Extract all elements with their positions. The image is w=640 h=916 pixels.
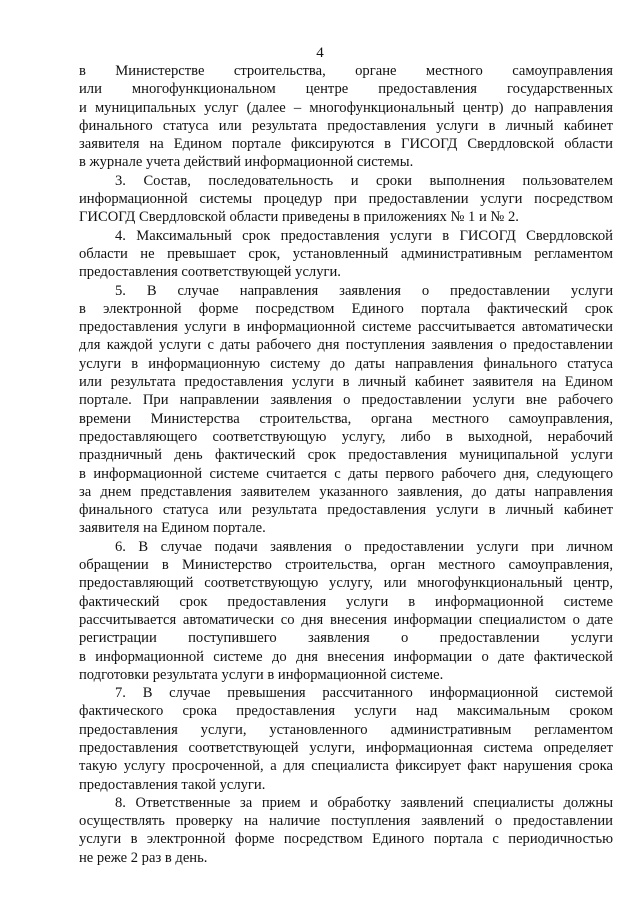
text-line: или результата предоставления услуги в личный кабинет заявителя на Едином [79, 374, 613, 391]
text-line: портале. При направлении заявления о предоставлении услуги вне рабочего [79, 392, 613, 409]
text-line: рассчитывается автоматически со дня внесения информации специалистом о дате [79, 611, 613, 628]
text-line: предоставления соответствующей услуги, информационная система определяет [79, 739, 613, 756]
page-number: 4 [316, 45, 324, 61]
text-line: услуги в электронной форме посредством Единого портала с периодичностью [79, 831, 613, 848]
text-line: финального статуса или результата предоставления услуги в личный кабинет [79, 117, 613, 134]
document-body [79, 62, 613, 867]
paragraph-5-first-line: 5. В случае направления заявления о предоставлении услуги [115, 282, 613, 299]
text-line: времени Министерства строительства, органа местного самоуправления, [79, 410, 613, 427]
text-line: осуществлять проверку на наличие поступления заявлений о предоставлении [79, 813, 613, 830]
text-line: или многофункциональном центре предоставления государственных [79, 81, 613, 98]
paragraph-6-first-line: 6. В случае подачи заявления о предоставлении услуги при личном [115, 538, 613, 555]
text-line: предоставления соответствующей услуги. [79, 264, 341, 281]
text-line: заявителя на Едином портале фиксируются в ГИСОГД Свердловской области [79, 136, 613, 153]
text-line: и муниципальных услуг (далее – многофункциональный центр) до направления [79, 99, 613, 116]
text-line: услуги в информационную систему до даты направления финального статуса [79, 355, 613, 372]
paragraph-8-first-line: 8. Ответственные за прием и обработку заявлений специалисты должны [115, 794, 613, 811]
text-line: заявителя на Едином портале. [79, 520, 266, 537]
text-line: не реже 2 раз в день. [79, 849, 208, 866]
text-line: за днем представления заявителем указанного заявления, до даты направления [79, 483, 613, 500]
text-line: информационной системы процедур при предоставлении услуги посредством [79, 191, 613, 208]
text-line: такую услугу просроченной, а для специалиста фиксирует факт нарушения срока [79, 758, 613, 775]
text-line: ГИСОГД Свердловской области приведены в приложениях № 1 и № 2. [79, 209, 519, 226]
text-line: фактический срок предоставления услуги в информационной системе [79, 593, 613, 610]
text-line: в информационной системе считается с даты первого рабочего дня, следующего [79, 465, 613, 482]
text-line: в электронной форме посредством Единого портала фактический срок [79, 300, 613, 317]
text-line: в журнале учета действий информационной системы. [79, 154, 414, 171]
text-line: в информационной системе до дня внесения информации о дате фактической [79, 648, 613, 665]
text-line: предоставления такой услуги. [79, 776, 266, 793]
text-line: регистрации поступившего заявления о предоставлении услуги [79, 630, 613, 647]
text-line: финального статуса или результата предоставления услуги в личный кабинет [79, 502, 613, 519]
text-line: обращении в Министерство строительства, орган местного самоуправления, [79, 557, 613, 574]
text-line: области не превышает срок, установленный административным регламентом [79, 245, 613, 262]
paragraph-7-first-line: 7. В случае превышения рассчитанного информационной системой [115, 685, 613, 702]
text-line: предоставления услуги, установленного административным регламентом [79, 721, 613, 738]
text-line: в Министерстве строительства, органе местного самоуправления [79, 63, 613, 79]
text-line: праздничный день фактический срок предоставления муниципальной услуги [79, 447, 613, 464]
paragraph-4-first-line: 4. Максимальный срок предоставления услуги в ГИСОГД Свердловской [115, 227, 613, 244]
paragraph-3-first-line: 3. Состав, последовательность и сроки выполнения пользователем [115, 172, 613, 189]
text-line: фактического срока предоставления услуги над максимальным сроком [79, 703, 613, 720]
text-line: для каждой услуги с даты рабочего дня поступления заявления о предоставлении [79, 337, 613, 354]
text-line: предоставляющий соответствующую услугу, или многофункциональный центр, [79, 575, 613, 592]
text-line: подготовки результата услуги в информационной системе. [79, 666, 444, 683]
text-line: предоставления услуги в информационной системе рассчитывается автоматически [79, 319, 613, 336]
text-line: предоставляющего соответствующую услугу, либо в выходной, нерабочий [79, 428, 613, 445]
